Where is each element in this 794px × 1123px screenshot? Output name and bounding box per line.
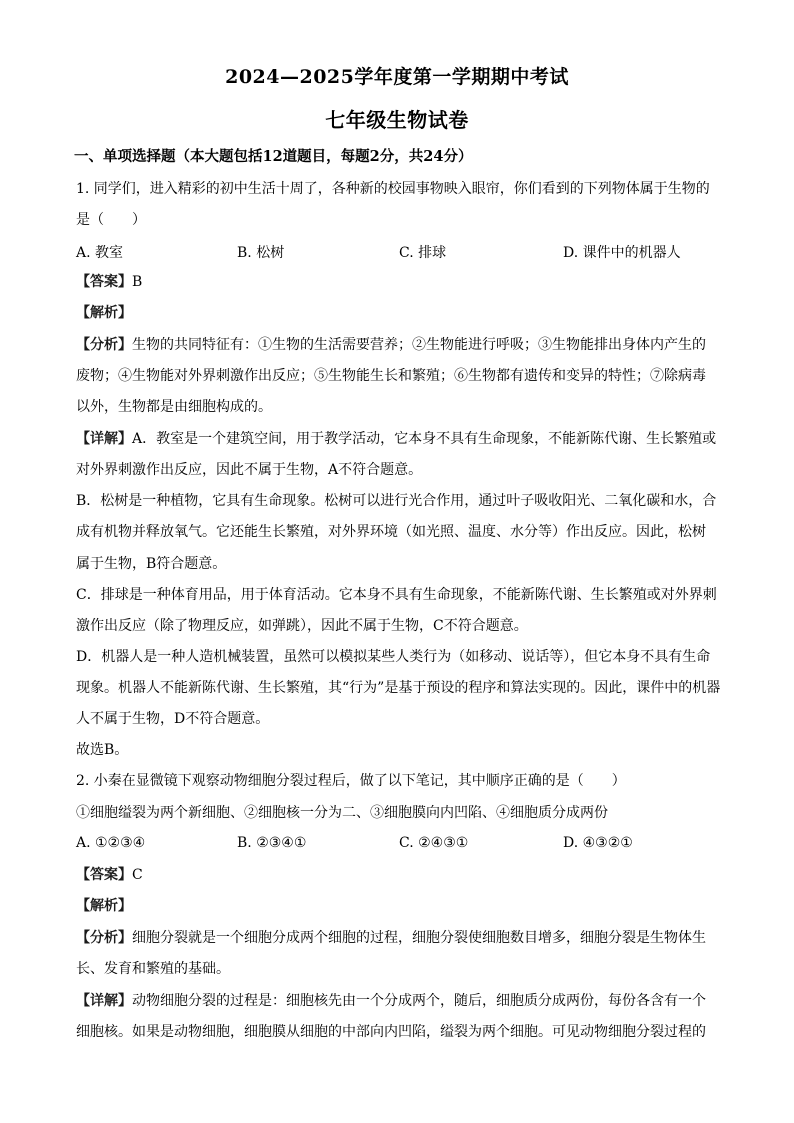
q1-option-a: A. 教室 [76,245,124,261]
q1-conclusion: 故选B。 [76,742,129,758]
q2-fenxi-line1 [76,929,726,947]
q1-fenxi-line1 [76,336,726,354]
q2-fenxi-line2: 长、发育和繁殖的基础。 [76,961,230,977]
exam-subtitle: 七年级生物试卷 [325,108,469,132]
q2-xiangjie-line2: 细胞核。如果是动物细胞，细胞膜从细胞的中部向内凹陷，缢裂为两个细胞。可见动物细胞分裂过程的 [76,1024,706,1040]
q1-xiangjie-a2: 对外界刺激作出反应，因此不属于生物，A不符合题意。 [76,462,423,478]
q1-answer [76,273,726,291]
q2-xiangjie-line1 [76,992,726,1010]
q2-option-a: A. ①②③④ [76,835,146,851]
xiangjie-text: A．教室是一个建筑空间，用于教学活动，它本身不具有生命现象，不能新陈代谢、生长繁殖或 [132,431,717,447]
q1-option-d: D. 课件中的机器人 [563,245,681,261]
q1-xiangjie-a1 [76,430,726,448]
fenxi-tag: 【分析】 [76,337,132,353]
q1-xiangjie-c2: 激作出反应（除了物理反应，如弹跳），因此不属于生物，C不符合题意。 [76,618,528,634]
q2-option-d: D. ④③②① [563,835,633,851]
q1-option-c: C. 排球 [399,245,447,261]
q2-stem-line1: 2. 小秦在显微镜下观察动物细胞分裂过程后，做了以下笔记，其中顺序正确的是（ ） [76,773,626,789]
q2-answer [76,866,726,884]
q1-xiangjie-b2: 成有机物并释放氧气。它还能生长繁殖，对外界环境（如光照、温度、水分等）作出反应。因此，松树 [76,524,706,540]
answer-tag: 【答案】 [76,274,132,290]
xiangjie-tag: 【详解】 [76,993,132,1009]
fenxi-text: 生物的共同特征有：①生物的生活需要营养；②生物能进行呼吸；③生物能排出身体内产生的 [132,337,706,353]
xiangjie-tag: 【详解】 [76,431,132,447]
answer-value: C [132,867,143,883]
q1-analysis-label [76,304,726,322]
q1-stem-line1: 1. 同学们，进入精彩的初中生活十周了，各种新的校园事物映入眼帘，你们看到的下列物体属于生物的 [76,181,710,197]
analysis-tag: 【解析】 [76,898,132,914]
fenxi-tag: 【分析】 [76,930,132,946]
q1-option-b: B. 松树 [237,245,285,261]
section-heading: 一、单项选择题（本大题包括12道题目，每题2分，共24分） [74,148,473,165]
answer-value: B [132,274,143,290]
q1-xiangjie-b3: 属于生物，B符合题意。 [76,556,227,572]
q1-fenxi-line2: 废物；④生物能对外界刺激作出反应；⑤生物能生长和繁殖；⑥生物都有遗传和变异的特性；⑦除病毒 [76,368,706,384]
q1-xiangjie-d2: 现象。机器人不能新陈代谢、生长繁殖，其“行为”是基于预设的程序和算法实现的。因此，课件中的机器 [76,680,721,696]
q1-fenxi-line3: 以外，生物都是由细胞构成的。 [76,399,272,415]
analysis-tag: 【解析】 [76,305,132,321]
q1-xiangjie-d3: 人不属于生物，D不符合题意。 [76,711,270,727]
q2-option-b: B. ②③④① [237,835,307,851]
q2-analysis-label [76,897,726,915]
q2-option-c: C. ②④③① [399,835,469,851]
exam-title: 2024—2025学年度第一学期期中考试 [225,66,569,88]
xiangjie-text: 动物细胞分裂的过程是：细胞核先由一个分成两个，随后，细胞质分成两份，每份各含有一个 [132,993,706,1009]
q1-xiangjie-d1: D．机器人是一种人造机械装置，虽然可以模拟某些人类行为（如移动、说话等），但它本身不具有生命 [76,649,711,665]
answer-tag: 【答案】 [76,867,132,883]
q1-stem-line2: 是（ ） [76,212,146,228]
fenxi-text: 细胞分裂就是一个细胞分成两个细胞的过程，细胞分裂使细胞数目增多，细胞分裂是生物体生 [132,930,706,946]
q2-stem-line2: ①细胞缢裂为两个新细胞、②细胞核一分为二、③细胞膜向内凹陷、④细胞质分成两份 [76,805,608,821]
q1-xiangjie-b1: B．松树是一种植物，它具有生命现象。松树可以进行光合作用，通过叶子吸收阳光、二氧化碳和水，合 [76,493,717,509]
q1-xiangjie-c1: C．排球是一种体育用品，用于体育活动。它本身不具有生命现象，不能新陈代谢、生长繁殖或对外界刺 [76,587,717,603]
